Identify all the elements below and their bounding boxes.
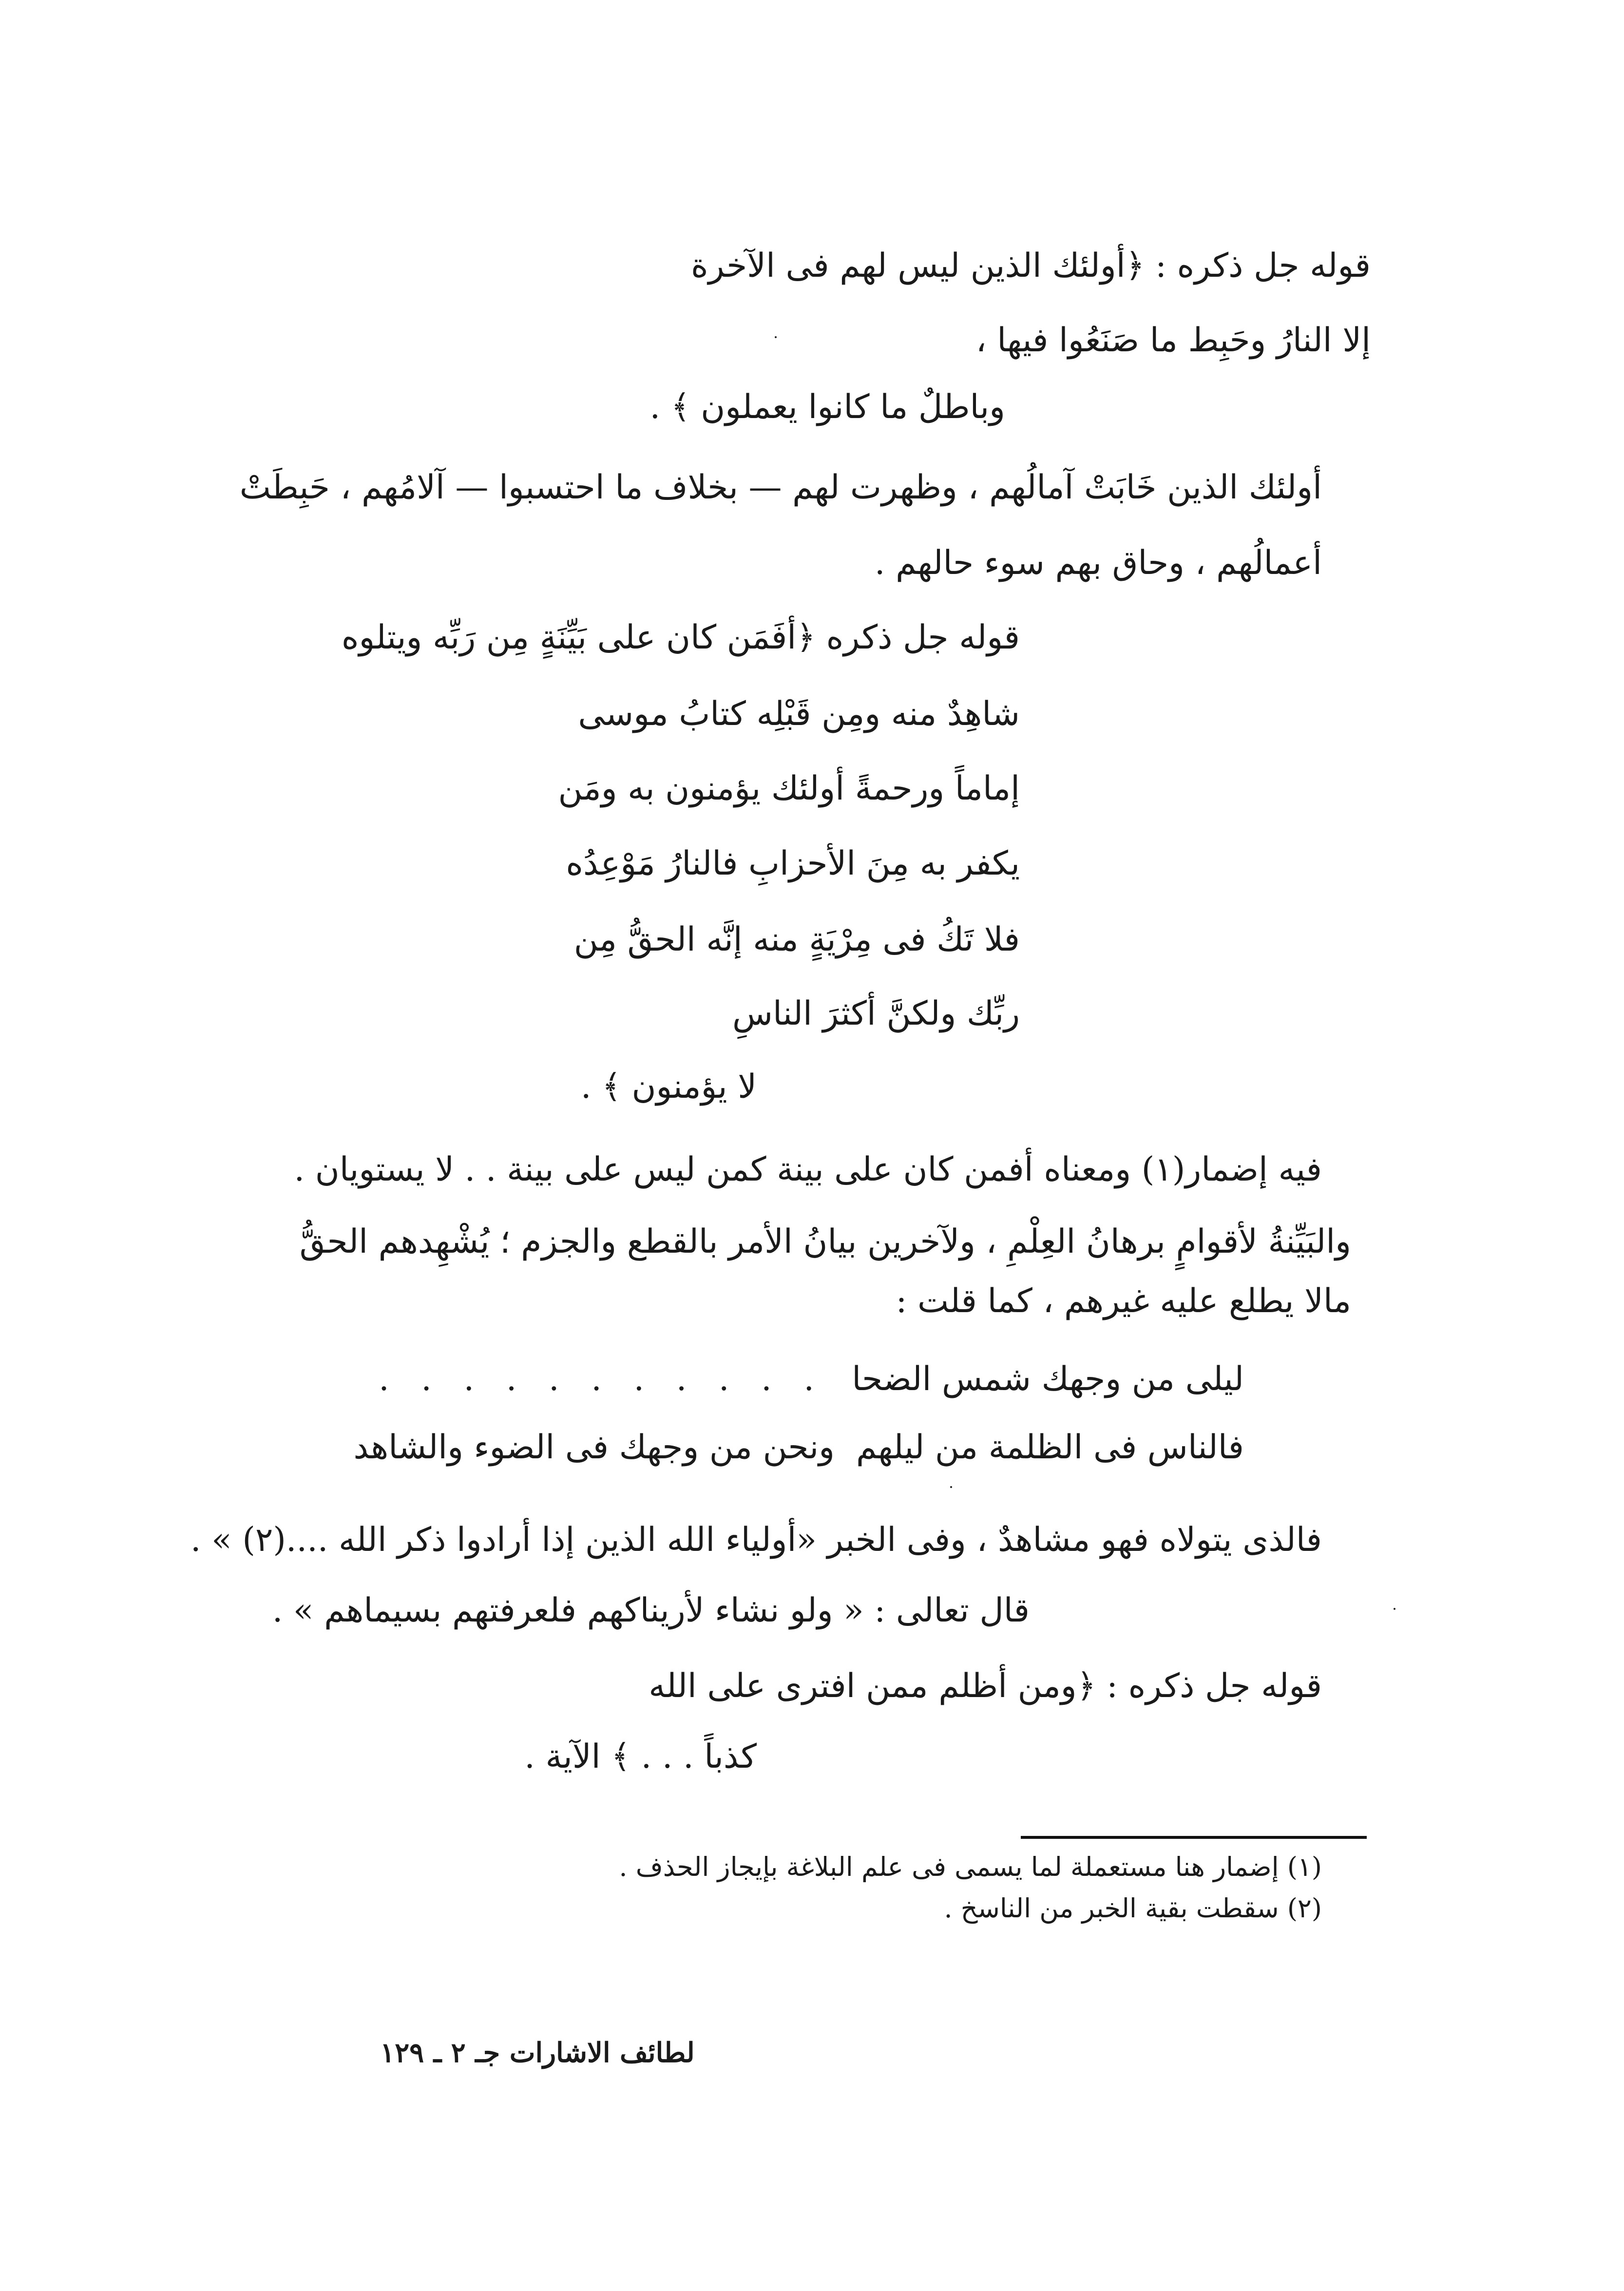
verse-2-line-4: يكفر به مِنَ الأحزابِ فالنارُ مَوْعِدُه [566,844,1020,883]
verse-1-line-1 [691,246,1371,286]
verse-3-text-1: ﴿ومن أظلم ممن افترى على الله [649,1667,1096,1705]
commentary-2-line-2: والبَيِّنةُ لأقوامٍ برهانُ العِلْمِ ، ولآخرين بيانُ الأمر بالقطع والجزم ؛ يُشْهِدهم الحقُّ [299,1222,1351,1261]
scan-speck [950,1486,952,1488]
verse-1-line-2: إلا النارُ وحَبِط ما صَنَعُوا فيها ، [975,321,1371,360]
commentary-2-line-3: مالا يطلع عليه غيرهم ، كما قلت : [896,1282,1351,1320]
verse-2-text-1: ﴿أفَمَن كان على بَيِّنَةٍ مِن رَبِّه ويتلوه [341,618,816,657]
verse-2-lead: قوله جل ذكره [826,618,1020,657]
poem-line-1b: . . . . . . . . . . . [379,1360,825,1398]
poem-line-1a: ليلى من وجهك شمس الضحا [852,1360,1244,1398]
verse-3-lead: قوله جل ذكره : [1107,1667,1322,1705]
footnote-separator [1021,1836,1367,1839]
footnote-2: (٢) سقطت بقية الخبر من الناسخ . [944,1893,1322,1924]
scan-speck [1394,1608,1395,1610]
footnote-1: (١) إضمار هنا مستعملة لما يسمى فى علم البلاغة بإيجاز الحذف . [619,1852,1322,1882]
verse-2-line-7: لا يؤمنون ﴾ . [580,1068,757,1106]
commentary-3-line-1: فالذى يتولاه فهو مشاهدٌ ، وفى الخبر «أولياء الله الذين إذا أرادوا ذكر الله ....(٢) » . [190,1521,1322,1559]
verse-1-line-3: وباطلٌ ما كانوا يعملون ﴾ . [650,388,1005,426]
commentary-1-line-2: أعمالُهم ، وحاق بهم سوء حالهم . [874,544,1322,582]
verse-1-lead: قوله جل ذكره : [1155,247,1371,285]
verse-3-line-2: كذباً . . . ﴾ الآية . [524,1737,757,1776]
verse-2-line-1 [342,618,1020,658]
verse-1-text-1: ﴿أولئك الذين ليس لهم فى الآخرة [690,247,1145,285]
verse-2-line-2: شاهِدٌ منه ومِن قَبْلِه كتابُ موسى [578,695,1020,733]
page-footer: لطائف الاشارات جـ ٢ ـ ١٢٩ [380,2037,695,2069]
verse-3-line-1 [649,1666,1322,1706]
verse-2-line-6: ربِّك ولكنَّ أكثرَ الناسِ [732,994,1020,1033]
scan-speck [775,336,777,338]
commentary-3-line-2: قال تعالى : « ولو نشاء لأريناكهم فلعرفتهم بسيماهم » . [272,1591,1030,1630]
verse-2-line-3: إماماً ورحمةً أولئك يؤمنون به ومَن [558,769,1020,808]
verse-2-line-5: فلا تَكُ فى مِرْيَةٍ منه إنَّه الحقُّ مِن [573,920,1020,959]
commentary-1-line-1: أولئك الذين خَابَتْ آمالُهم ، وظهرت لهم — بخلاف ما احتسبوا — آلامُهم ، حَبِطَتْ [239,468,1322,507]
poem-line-2b: ونحن من وجهك فى الضوء والشاهد [353,1428,835,1467]
commentary-2-line-1: فيه إضمار(١) ومعناه أفمن كان على بينة كمن ليس على بينة . . لا يستويان . [294,1150,1322,1189]
poem-line-2a: فالناس فى الظلمة من ليلهم [856,1428,1244,1467]
